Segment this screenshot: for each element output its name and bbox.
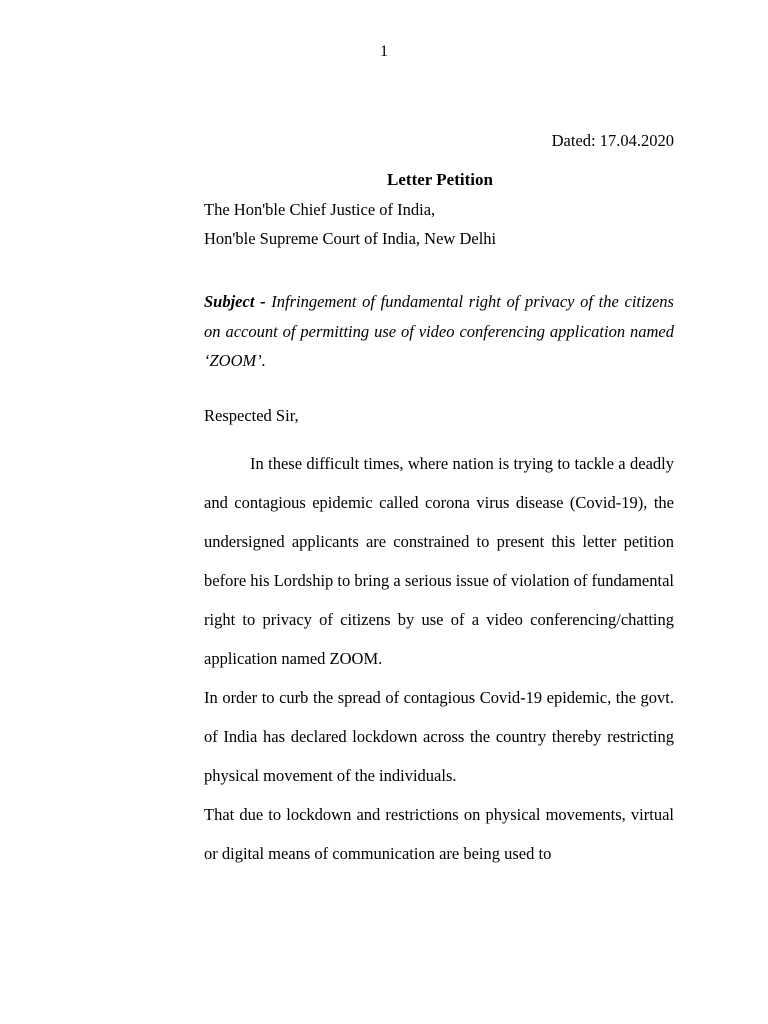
salutation: Respected Sir, — [204, 406, 299, 425]
paragraph-3: That due to lockdown and restrictions on physical movements, virtual or digital means of communication are being used to — [204, 805, 674, 863]
paragraph-1: In these difficult times, where nation is trying to tackle a deadly and contagious epidemic called corona virus disease (Covid-19), the undersigned applicants are constrained to present this letter petition before his Lordship to bring a serious issue of violation of fundamental right to privacy of citizens by use of a video conferencing/chatting application named ZOOM. — [204, 454, 674, 668]
subject-text: Infringement of fundamental right of privacy of the citizens on account of permitting use of video conferencing application named ‘ZOOM’. — [204, 292, 674, 370]
date-line: Dated: 17.04.2020 — [551, 131, 674, 150]
subject-label: Subject - — [204, 292, 266, 311]
address-line-1: The Hon'ble Chief Justice of India, — [204, 200, 436, 219]
subject-block — [204, 287, 674, 376]
paragraph-2: In order to curb the spread of contagious Covid-19 epidemic, the govt. of India has declared lockdown across the country thereby restricting physical movement of the individuals. — [204, 688, 674, 785]
document-title: Letter Petition — [387, 170, 493, 189]
page-number: 1 — [380, 43, 388, 60]
letter-body — [204, 444, 674, 873]
address-line-2: Hon'ble Supreme Court of India, New Delhi — [204, 229, 497, 248]
